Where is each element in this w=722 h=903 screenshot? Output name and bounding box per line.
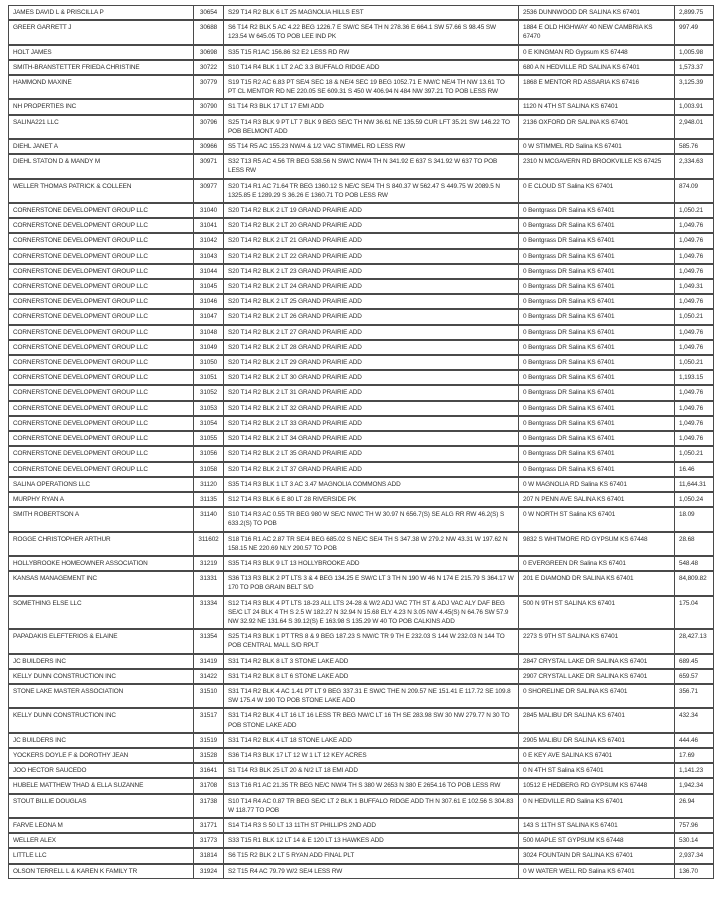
table-row xyxy=(8,446,714,461)
amount-due-cell: 175.04 xyxy=(675,596,714,630)
parcel-id-cell: 31135 xyxy=(194,492,224,507)
table-row xyxy=(8,708,714,732)
parcel-id-cell: 31419 xyxy=(194,654,224,669)
amount-due-cell: 1,050.21 xyxy=(675,309,714,324)
parcel-id-cell: 31058 xyxy=(194,462,224,477)
legal-description-cell: S20 T14 R2 BLK 2 LT 37 GRAND PRAIRIE ADD xyxy=(224,462,519,477)
table-row xyxy=(8,629,714,653)
property-address-cell: 2905 MALIBU DR SALINA KS 67401 xyxy=(519,733,675,748)
amount-due-cell: 1,049.76 xyxy=(675,431,714,446)
legal-description-cell: S6 T14 R2 BLK 5 AC 4.22 BEG 1226.7 E SW/C SE4 TH N 278.36 E 664.1 SW 57.66 S 98.45 SW 123.54 W 645.05 TO POB LEE IND PK xyxy=(224,20,519,44)
legal-description-cell: S36 T14 R3 BLK 17 LT 12 W 1 LT 12 KEY ACRES xyxy=(224,748,519,763)
legal-description-cell: S12 T14 R3 BLK 4 PT LTS 18-23 ALL LTS 24-28 & W/2 ADJ VAC 7TH ST & ADJ VAC ALY DAF BEG SE/C LT 24 BLK 4 TH S 2.5 W 182.27 N 32.94 N 15.68 ELY 4.23 N 3.05 NW 4.45(S) N 64.76 SW 57.9 NW 32.92 NE 131.64 S 39.12(S) E 163.98 S 135.29 W 40 TO POB CALKINS ADD xyxy=(224,596,519,630)
table-row xyxy=(8,20,714,44)
property-address-cell: 0 Bentgrass DR Salina KS 67401 xyxy=(519,325,675,340)
amount-due-cell: 1,049.76 xyxy=(675,233,714,248)
owner-name-cell: KELLY DUNN CONSTRUCTION INC xyxy=(8,669,194,684)
legal-description-cell: S31 T14 R2 BLK 4 LT 18 STONE LAKE ADD xyxy=(224,733,519,748)
parcel-id-cell: 31049 xyxy=(194,340,224,355)
table-row xyxy=(8,794,714,818)
legal-description-cell: S1 T14 R3 BLK 25 LT 20 & N/2 LT 18 EMI ADD xyxy=(224,763,519,778)
amount-due-cell: 585.76 xyxy=(675,139,714,154)
parcel-id-cell: 31051 xyxy=(194,370,224,385)
parcel-id-cell: 30779 xyxy=(194,75,224,99)
parcel-id-cell: 30654 xyxy=(194,5,224,20)
property-address-cell: 2907 CRYSTAL LAKE DR SALINA KS 67401 xyxy=(519,669,675,684)
property-address-cell: 10512 E HEDBERG RD GYPSUM KS 67448 xyxy=(519,778,675,793)
property-address-cell: 3024 FOUNTAIN DR SALINA KS 67401 xyxy=(519,848,675,863)
amount-due-cell: 689.45 xyxy=(675,654,714,669)
table-row xyxy=(8,279,714,294)
legal-description-cell: S10 T14 R4 AC 0.87 TR BEG SE/C LT 2 BLK 1 BUFFALO RIDGE ADD TH N 307.61 E 102.56 S 304.83 W 118.77 TO POB xyxy=(224,794,519,818)
legal-description-cell: S31 T14 R2 BLK 8 LT 3 STONE LAKE ADD xyxy=(224,654,519,669)
owner-name-cell: NH PROPERTIES INC xyxy=(8,99,194,114)
tax-roll-body xyxy=(8,5,714,879)
table-row xyxy=(8,99,714,114)
property-address-cell: 0 Bentgrass DR Salina KS 67401 xyxy=(519,385,675,400)
legal-description-cell: S6 T15 R2 BLK 2 LT 5 RYAN ADD FINAL PLT xyxy=(224,848,519,863)
amount-due-cell: 1,049.76 xyxy=(675,294,714,309)
owner-name-cell: WELLER ALEX xyxy=(8,833,194,848)
property-address-cell: 0 Bentgrass DR Salina KS 67401 xyxy=(519,431,675,446)
amount-due-cell: 17.69 xyxy=(675,748,714,763)
table-row xyxy=(8,385,714,400)
owner-name-cell: HOLLYBROOKE HOMEOWNER ASSOCIATION xyxy=(8,556,194,571)
property-address-cell: 0 W MAGNOLIA RD Salina KS 67401 xyxy=(519,477,675,492)
amount-due-cell: 874.09 xyxy=(675,179,714,203)
amount-due-cell: 1,049.31 xyxy=(675,279,714,294)
parcel-id-cell: 31773 xyxy=(194,833,224,848)
property-address-cell: 0 Bentgrass DR Salina KS 67401 xyxy=(519,203,675,218)
legal-description-cell: S20 T14 R2 BLK 2 LT 22 GRAND PRAIRIE ADD xyxy=(224,249,519,264)
table-row xyxy=(8,75,714,99)
legal-description-cell: S31 T14 R2 BLK 8 LT 6 STONE LAKE ADD xyxy=(224,669,519,684)
legal-description-cell: S20 T14 R2 BLK 2 LT 33 GRAND PRAIRIE ADD xyxy=(224,416,519,431)
table-row xyxy=(8,864,714,879)
table-row xyxy=(8,355,714,370)
amount-due-cell: 530.14 xyxy=(675,833,714,848)
parcel-id-cell: 30790 xyxy=(194,99,224,114)
property-address-cell: 0 N HEDVILLE RD Salina KS 67401 xyxy=(519,794,675,818)
property-address-cell: 2845 MALIBU DR SALINA KS 67401 xyxy=(519,708,675,732)
amount-due-cell: 2,937.34 xyxy=(675,848,714,863)
property-address-cell: 207 N PENN AVE SALINA KS 67401 xyxy=(519,492,675,507)
table-row xyxy=(8,532,714,556)
table-row xyxy=(8,462,714,477)
property-address-cell: 2536 DUNNWOOD DR SALINA KS 67401 xyxy=(519,5,675,20)
amount-due-cell: 26.94 xyxy=(675,794,714,818)
table-row xyxy=(8,264,714,279)
legal-description-cell: S35 T14 R3 BLK 9 LT 13 HOLLYBROOKE ADD xyxy=(224,556,519,571)
table-row xyxy=(8,818,714,833)
parcel-id-cell: 31140 xyxy=(194,507,224,531)
owner-name-cell: LITTLE LLC xyxy=(8,848,194,863)
property-address-cell: 201 E DIAMOND DR SALINA KS 67401 xyxy=(519,571,675,595)
table-row xyxy=(8,848,714,863)
parcel-id-cell: 31045 xyxy=(194,279,224,294)
parcel-id-cell: 31641 xyxy=(194,763,224,778)
table-row xyxy=(8,45,714,60)
parcel-id-cell: 31047 xyxy=(194,309,224,324)
amount-due-cell: 3,125.39 xyxy=(675,75,714,99)
property-address-cell: 0 E CLOUD ST Salina KS 67401 xyxy=(519,179,675,203)
parcel-id-cell: 31219 xyxy=(194,556,224,571)
owner-name-cell: CORNERSTONE DEVELOPMENT GROUP LLC xyxy=(8,446,194,461)
tax-roll-table xyxy=(8,5,714,879)
amount-due-cell: 1,049.76 xyxy=(675,401,714,416)
table-row xyxy=(8,218,714,233)
owner-name-cell: SALINA221 LLC xyxy=(8,115,194,139)
table-row xyxy=(8,115,714,139)
parcel-id-cell: 31046 xyxy=(194,294,224,309)
amount-due-cell: 1,049.76 xyxy=(675,385,714,400)
table-row xyxy=(8,370,714,385)
legal-description-cell: S32 T13 R5 AC 4.56 TR BEG 538.56 N SW/C NW/4 TH N 341.92 E 637 S 341.92 W 637 TO POB LESS RW xyxy=(224,154,519,178)
owner-name-cell: WELLER THOMAS PATRICK & COLLEEN xyxy=(8,179,194,203)
parcel-id-cell: 30977 xyxy=(194,179,224,203)
table-row xyxy=(8,571,714,595)
amount-due-cell: 2,948.01 xyxy=(675,115,714,139)
amount-due-cell: 997.49 xyxy=(675,20,714,44)
legal-description-cell: S25 T14 R3 BLK 1 PT TRS 8 & 9 BEG 187.23 S NW/C TR 9 TH E 232.03 S 144 W 232.03 N 144 TO POB CENTRAL MALL S/D RPLT xyxy=(224,629,519,653)
table-row xyxy=(8,748,714,763)
amount-due-cell: 1,049.76 xyxy=(675,340,714,355)
owner-name-cell: CORNERSTONE DEVELOPMENT GROUP LLC xyxy=(8,370,194,385)
owner-name-cell: DIEHL JANET A xyxy=(8,139,194,154)
owner-name-cell: SOMETHING ELSE LLC xyxy=(8,596,194,630)
property-address-cell: 0 N 4TH ST Salina KS 67401 xyxy=(519,763,675,778)
owner-name-cell: FARVE LEONA M xyxy=(8,818,194,833)
legal-description-cell: S33 T15 R1 BLK 12 LT 14 & E 120 LT 13 HAWKES ADD xyxy=(224,833,519,848)
amount-due-cell: 1,005.98 xyxy=(675,45,714,60)
table-row xyxy=(8,654,714,669)
property-address-cell: 0 Bentgrass DR Salina KS 67401 xyxy=(519,370,675,385)
table-row xyxy=(8,431,714,446)
owner-name-cell: CORNERSTONE DEVELOPMENT GROUP LLC xyxy=(8,416,194,431)
property-address-cell: 0 EVERGREEN DR Salina KS 67401 xyxy=(519,556,675,571)
owner-name-cell: CORNERSTONE DEVELOPMENT GROUP LLC xyxy=(8,385,194,400)
legal-description-cell: S20 T14 R2 BLK 2 LT 30 GRAND PRAIRIE ADD xyxy=(224,370,519,385)
parcel-id-cell: 31052 xyxy=(194,385,224,400)
table-row xyxy=(8,249,714,264)
parcel-id-cell: 31048 xyxy=(194,325,224,340)
parcel-id-cell: 31050 xyxy=(194,355,224,370)
property-address-cell: 2136 OXFORD DR SALINA KS 67401 xyxy=(519,115,675,139)
property-address-cell: 0 W STIMMEL RD Salina KS 67401 xyxy=(519,139,675,154)
property-address-cell: 500 MAPLE ST GYPSUM KS 67448 xyxy=(519,833,675,848)
parcel-id-cell: 31056 xyxy=(194,446,224,461)
amount-due-cell: 1,141.23 xyxy=(675,763,714,778)
amount-due-cell: 757.96 xyxy=(675,818,714,833)
table-row xyxy=(8,477,714,492)
amount-due-cell: 1,050.24 xyxy=(675,492,714,507)
owner-name-cell: PAPADAKIS ELEFTERIOS & ELAINE xyxy=(8,629,194,653)
property-address-cell: 0 Bentgrass DR Salina KS 67401 xyxy=(519,462,675,477)
property-address-cell: 0 E KINGMAN RD Gypsum KS 67448 xyxy=(519,45,675,60)
table-row xyxy=(8,507,714,531)
property-address-cell: 0 Bentgrass DR Salina KS 67401 xyxy=(519,279,675,294)
amount-due-cell: 11,644.31 xyxy=(675,477,714,492)
amount-due-cell: 444.46 xyxy=(675,733,714,748)
owner-name-cell: CORNERSTONE DEVELOPMENT GROUP LLC xyxy=(8,249,194,264)
amount-due-cell: 1,049.76 xyxy=(675,325,714,340)
property-address-cell: 0 E KEY AVE SALINA KS 67401 xyxy=(519,748,675,763)
table-row xyxy=(8,416,714,431)
owner-name-cell: CORNERSTONE DEVELOPMENT GROUP LLC xyxy=(8,325,194,340)
amount-due-cell: 659.57 xyxy=(675,669,714,684)
owner-name-cell: MURPHY RYAN A xyxy=(8,492,194,507)
property-address-cell: 2847 CRYSTAL LAKE DR SALINA KS 67401 xyxy=(519,654,675,669)
parcel-id-cell: 31519 xyxy=(194,733,224,748)
legal-description-cell: S10 T14 R3 AC 0.55 TR BEG 980 W SE/C NW/C TH W 30.97 N 656.7(S) SE ALG RR RW 46.2(S) S 633.2(S) TO POB xyxy=(224,507,519,531)
parcel-id-cell: 31041 xyxy=(194,218,224,233)
parcel-id-cell: 31517 xyxy=(194,708,224,732)
owner-name-cell: SMITH-BRANSTETTER FRIEDA CHRISTINE xyxy=(8,60,194,75)
amount-due-cell: 1,193.15 xyxy=(675,370,714,385)
table-row xyxy=(8,492,714,507)
amount-due-cell: 2,899.75 xyxy=(675,5,714,20)
owner-name-cell: GREER GARRETT J xyxy=(8,20,194,44)
property-address-cell: 0 Bentgrass DR Salina KS 67401 xyxy=(519,355,675,370)
legal-description-cell: S20 T14 R2 BLK 2 LT 19 GRAND PRAIRIE ADD xyxy=(224,203,519,218)
amount-due-cell: 1,049.76 xyxy=(675,264,714,279)
legal-description-cell: S20 T14 R2 BLK 2 LT 23 GRAND PRAIRIE ADD xyxy=(224,264,519,279)
legal-description-cell: S20 T14 R2 BLK 2 LT 20 GRAND PRAIRIE ADD xyxy=(224,218,519,233)
property-address-cell: 1868 E MENTOR RD ASSARIA KS 67416 xyxy=(519,75,675,99)
legal-description-cell: S35 T14 R3 BLK 1 LT 3 AC 3.47 MAGNOLIA COMMONS ADD xyxy=(224,477,519,492)
amount-due-cell: 1,050.21 xyxy=(675,355,714,370)
parcel-id-cell: 31422 xyxy=(194,669,224,684)
amount-due-cell: 1,049.76 xyxy=(675,416,714,431)
owner-name-cell: ROGGE CHRISTOPHER ARTHUR xyxy=(8,532,194,556)
owner-name-cell: CORNERSTONE DEVELOPMENT GROUP LLC xyxy=(8,218,194,233)
property-address-cell: 0 SHORELINE DR SALINA KS 67401 xyxy=(519,684,675,708)
legal-description-cell: S31 T14 R2 BLK 4 AC 1.41 PT LT 9 BEG 337.31 E SW/C THE N 209.57 NE 151.41 E 117.72 SE 109.8 SW 175.4 W 190 TO POB STONE LAKE ADD xyxy=(224,684,519,708)
table-row xyxy=(8,684,714,708)
table-row xyxy=(8,763,714,778)
legal-description-cell: S20 T14 R2 BLK 2 LT 26 GRAND PRAIRIE ADD xyxy=(224,309,519,324)
property-address-cell: 0 W WATER WELL RD Salina KS 67401 xyxy=(519,864,675,879)
legal-description-cell: S20 T14 R2 BLK 2 LT 32 GRAND PRAIRIE ADD xyxy=(224,401,519,416)
owner-name-cell: CORNERSTONE DEVELOPMENT GROUP LLC xyxy=(8,233,194,248)
parcel-id-cell: 31055 xyxy=(194,431,224,446)
amount-due-cell: 136.70 xyxy=(675,864,714,879)
owner-name-cell: CORNERSTONE DEVELOPMENT GROUP LLC xyxy=(8,355,194,370)
owner-name-cell: KELLY DUNN CONSTRUCTION INC xyxy=(8,708,194,732)
legal-description-cell: S20 T14 R2 BLK 2 LT 35 GRAND PRAIRIE ADD xyxy=(224,446,519,461)
legal-description-cell: S20 T14 R2 BLK 2 LT 27 GRAND PRAIRIE ADD xyxy=(224,325,519,340)
legal-description-cell: S2 T15 R4 AC 79.79 W/2 SE/4 LESS RW xyxy=(224,864,519,879)
amount-due-cell: 84,809.82 xyxy=(675,571,714,595)
parcel-id-cell: 30966 xyxy=(194,139,224,154)
owner-name-cell: CORNERSTONE DEVELOPMENT GROUP LLC xyxy=(8,294,194,309)
legal-description-cell: S12 T14 R3 BLK 6 E 80 LT 28 RIVERSIDE PK xyxy=(224,492,519,507)
parcel-id-cell: 311602 xyxy=(194,532,224,556)
legal-description-cell: S20 T14 R2 BLK 2 LT 28 GRAND PRAIRIE ADD xyxy=(224,340,519,355)
parcel-id-cell: 31120 xyxy=(194,477,224,492)
parcel-id-cell: 30698 xyxy=(194,45,224,60)
owner-name-cell: HOLT JAMES xyxy=(8,45,194,60)
owner-name-cell: CORNERSTONE DEVELOPMENT GROUP LLC xyxy=(8,309,194,324)
amount-due-cell: 1,050.21 xyxy=(675,446,714,461)
table-row xyxy=(8,309,714,324)
amount-due-cell: 1,003.91 xyxy=(675,99,714,114)
amount-due-cell: 432.34 xyxy=(675,708,714,732)
parcel-id-cell: 30688 xyxy=(194,20,224,44)
owner-name-cell: CORNERSTONE DEVELOPMENT GROUP LLC xyxy=(8,203,194,218)
parcel-id-cell: 31334 xyxy=(194,596,224,630)
legal-description-cell: S18 T16 R1 AC 2.87 TR SE/4 BEG 685.02 S NE/C SE/4 TH S 347.38 W 279.2 NW 43.31 W 197.62 N 158.15 NE 220.69 NLY 290.57 TO POB xyxy=(224,532,519,556)
legal-description-cell: S19 T15 R2 AC 6.83 PT SE/4 SEC 18 & NE/4 SEC 19 BEG 1052.71 E NW/C NE/4 TH NW 13.61 TO PT CL MENTOR RD NE 220.05 SE 609.31 S 450 W 406.94 N 484 NW 397.21 TO POB LESS RW xyxy=(224,75,519,99)
property-address-cell: 500 N 9TH ST SALINA KS 67401 xyxy=(519,596,675,630)
property-address-cell: 0 W NORTH ST Salina KS 67401 xyxy=(519,507,675,531)
table-row xyxy=(8,294,714,309)
owner-name-cell: JOO HECTOR SAUCEDO xyxy=(8,763,194,778)
legal-description-cell: S25 T14 R3 BLK 9 PT LT 7 BLK 9 BEG SE/C TH NW 36.61 NE 135.59 CUR LFT 35.21 SW 146.22 TO POB BELMONT ADD xyxy=(224,115,519,139)
owner-name-cell: CORNERSTONE DEVELOPMENT GROUP LLC xyxy=(8,279,194,294)
parcel-id-cell: 30971 xyxy=(194,154,224,178)
parcel-id-cell: 31771 xyxy=(194,818,224,833)
table-row xyxy=(8,340,714,355)
property-address-cell: 680 A N HEDVILLE RD SALINA KS 67401 xyxy=(519,60,675,75)
owner-name-cell: JAMES DAVID L & PRISCILLA P xyxy=(8,5,194,20)
parcel-id-cell: 31042 xyxy=(194,233,224,248)
property-address-cell: 1120 N 4TH ST SALINA KS 67401 xyxy=(519,99,675,114)
property-address-cell: 0 Bentgrass DR Salina KS 67401 xyxy=(519,233,675,248)
property-address-cell: 0 Bentgrass DR Salina KS 67401 xyxy=(519,294,675,309)
property-address-cell: 0 Bentgrass DR Salina KS 67401 xyxy=(519,340,675,355)
parcel-id-cell: 31510 xyxy=(194,684,224,708)
legal-description-cell: S20 T14 R2 BLK 2 LT 29 GRAND PRAIRIE ADD xyxy=(224,355,519,370)
amount-due-cell: 1,049.76 xyxy=(675,249,714,264)
legal-description-cell: S10 T14 R4 BLK 1 LT 2 AC 3.3 BUFFALO RIDGE ADD xyxy=(224,60,519,75)
legal-description-cell: S5 T14 R5 AC 155.23 NW/4 & 1/2 VAC STIMMEL RD LESS RW xyxy=(224,139,519,154)
property-address-cell: 2273 S 9TH ST SALINA KS 67401 xyxy=(519,629,675,653)
table-row xyxy=(8,5,714,20)
property-address-cell: 0 Bentgrass DR Salina KS 67401 xyxy=(519,446,675,461)
owner-name-cell: STOUT BILLIE DOUGLAS xyxy=(8,794,194,818)
legal-description-cell: S20 T14 R1 AC 71.64 TR BEG 1360.12 S NE/C SE/4 TH S 840.37 W 562.47 S 449.75 W 2089.5 N 1325.85 E 1289.29 S 36.26 E 1360.71 TO POB LESS RW xyxy=(224,179,519,203)
property-address-cell: 9832 S WHITMORE RD GYPSUM KS 67448 xyxy=(519,532,675,556)
property-address-cell: 0 Bentgrass DR Salina KS 67401 xyxy=(519,218,675,233)
owner-name-cell: CORNERSTONE DEVELOPMENT GROUP LLC xyxy=(8,264,194,279)
parcel-id-cell: 31814 xyxy=(194,848,224,863)
amount-due-cell: 548.48 xyxy=(675,556,714,571)
table-row xyxy=(8,669,714,684)
parcel-id-cell: 31708 xyxy=(194,778,224,793)
legal-description-cell: S20 T14 R2 BLK 2 LT 24 GRAND PRAIRIE ADD xyxy=(224,279,519,294)
parcel-id-cell: 31738 xyxy=(194,794,224,818)
owner-name-cell: STONE LAKE MASTER ASSOCIATION xyxy=(8,684,194,708)
parcel-id-cell: 31053 xyxy=(194,401,224,416)
amount-due-cell: 16.46 xyxy=(675,462,714,477)
owner-name-cell: JC BUILDERS INC xyxy=(8,733,194,748)
parcel-id-cell: 31043 xyxy=(194,249,224,264)
property-address-cell: 0 Bentgrass DR Salina KS 67401 xyxy=(519,309,675,324)
table-row xyxy=(8,203,714,218)
parcel-id-cell: 31924 xyxy=(194,864,224,879)
owner-name-cell: KANSAS MANAGEMENT INC xyxy=(8,571,194,595)
owner-name-cell: SALINA OPERATIONS LLC xyxy=(8,477,194,492)
table-row xyxy=(8,556,714,571)
legal-description-cell: S20 T14 R2 BLK 2 LT 25 GRAND PRAIRIE ADD xyxy=(224,294,519,309)
table-row xyxy=(8,778,714,793)
owner-name-cell: CORNERSTONE DEVELOPMENT GROUP LLC xyxy=(8,431,194,446)
amount-due-cell: 1,573.37 xyxy=(675,60,714,75)
property-address-cell: 2310 N MCGAVERN RD BROOKVILLE KS 67425 xyxy=(519,154,675,178)
legal-description-cell: S1 T14 R3 BLK 17 LT 17 EMI ADD xyxy=(224,99,519,114)
owner-name-cell: CORNERSTONE DEVELOPMENT GROUP LLC xyxy=(8,401,194,416)
parcel-id-cell: 31528 xyxy=(194,748,224,763)
owner-name-cell: JC BUILDERS INC xyxy=(8,654,194,669)
legal-description-cell: S14 T14 R3 S 50 LT 13 11TH ST PHILLIPS 2ND ADD xyxy=(224,818,519,833)
parcel-id-cell: 31354 xyxy=(194,629,224,653)
legal-description-cell: S29 T14 R2 BLK 6 LT 25 MAGNOLIA HILLS EST xyxy=(224,5,519,20)
property-address-cell: 143 S 11TH ST SALINA KS 67401 xyxy=(519,818,675,833)
legal-description-cell: S35 T15 R1AC 156.86 S2 E2 LESS RD RW xyxy=(224,45,519,60)
property-address-cell: 1884 E OLD HIGHWAY 40 NEW CAMBRIA KS 67470 xyxy=(519,20,675,44)
owner-name-cell: HAMMOND MAXINE xyxy=(8,75,194,99)
property-address-cell: 0 Bentgrass DR Salina KS 67401 xyxy=(519,264,675,279)
legal-description-cell: S31 T14 R2 BLK 4 LT 16 LT 16 LESS TR BEG NW/C LT 16 TH SE 283.98 SW 30 NW 279.77 N 30 TO POB STONE LAKE ADD xyxy=(224,708,519,732)
owner-name-cell: SMITH ROBERTSON A xyxy=(8,507,194,531)
table-row xyxy=(8,179,714,203)
amount-due-cell: 1,050.21 xyxy=(675,203,714,218)
table-row xyxy=(8,60,714,75)
parcel-id-cell: 30722 xyxy=(194,60,224,75)
table-row xyxy=(8,401,714,416)
legal-description-cell: S20 T14 R2 BLK 2 LT 31 GRAND PRAIRIE ADD xyxy=(224,385,519,400)
owner-name-cell: OLSON TERRELL L & KAREN K FAMILY TR xyxy=(8,864,194,879)
table-row xyxy=(8,325,714,340)
parcel-id-cell: 31054 xyxy=(194,416,224,431)
owner-name-cell: CORNERSTONE DEVELOPMENT GROUP LLC xyxy=(8,462,194,477)
property-address-cell: 0 Bentgrass DR Salina KS 67401 xyxy=(519,249,675,264)
amount-due-cell: 18.09 xyxy=(675,507,714,531)
table-row xyxy=(8,233,714,248)
amount-due-cell: 1,942.34 xyxy=(675,778,714,793)
parcel-id-cell: 30796 xyxy=(194,115,224,139)
parcel-id-cell: 31044 xyxy=(194,264,224,279)
amount-due-cell: 28.68 xyxy=(675,532,714,556)
owner-name-cell: CORNERSTONE DEVELOPMENT GROUP LLC xyxy=(8,340,194,355)
legal-description-cell: S20 T14 R2 BLK 2 LT 21 GRAND PRAIRIE ADD xyxy=(224,233,519,248)
table-row xyxy=(8,596,714,630)
parcel-id-cell: 31040 xyxy=(194,203,224,218)
property-address-cell: 0 Bentgrass DR Salina KS 67401 xyxy=(519,416,675,431)
amount-due-cell: 2,334.63 xyxy=(675,154,714,178)
owner-name-cell: DIEHL STATON D & MANDY M xyxy=(8,154,194,178)
table-row xyxy=(8,154,714,178)
table-row xyxy=(8,733,714,748)
amount-due-cell: 356.71 xyxy=(675,684,714,708)
legal-description-cell: S13 T16 R1 AC 21.35 TR BEG NE/C NW/4 TH S 380 W 2653 N 380 E 2654.16 TO POB LESS RW xyxy=(224,778,519,793)
legal-description-cell: S36 T13 R3 BLK 2 PT LTS 3 & 4 BEG 134.25 E SW/C LT 3 TH N 190 W 46 N 174 E 215.79 S 364.17 W 170 TO POB GRAIN BELT S/D xyxy=(224,571,519,595)
parcel-id-cell: 31331 xyxy=(194,571,224,595)
amount-due-cell: 1,049.76 xyxy=(675,218,714,233)
table-row xyxy=(8,833,714,848)
table-row xyxy=(8,139,714,154)
legal-description-cell: S20 T14 R2 BLK 2 LT 34 GRAND PRAIRIE ADD xyxy=(224,431,519,446)
owner-name-cell: HUBELE MATTHEW THAD & ELLA SUZANNE xyxy=(8,778,194,793)
amount-due-cell: 28,427.13 xyxy=(675,629,714,653)
owner-name-cell: YOCKERS DOYLE F & DOROTHY JEAN xyxy=(8,748,194,763)
property-address-cell: 0 Bentgrass DR Salina KS 67401 xyxy=(519,401,675,416)
